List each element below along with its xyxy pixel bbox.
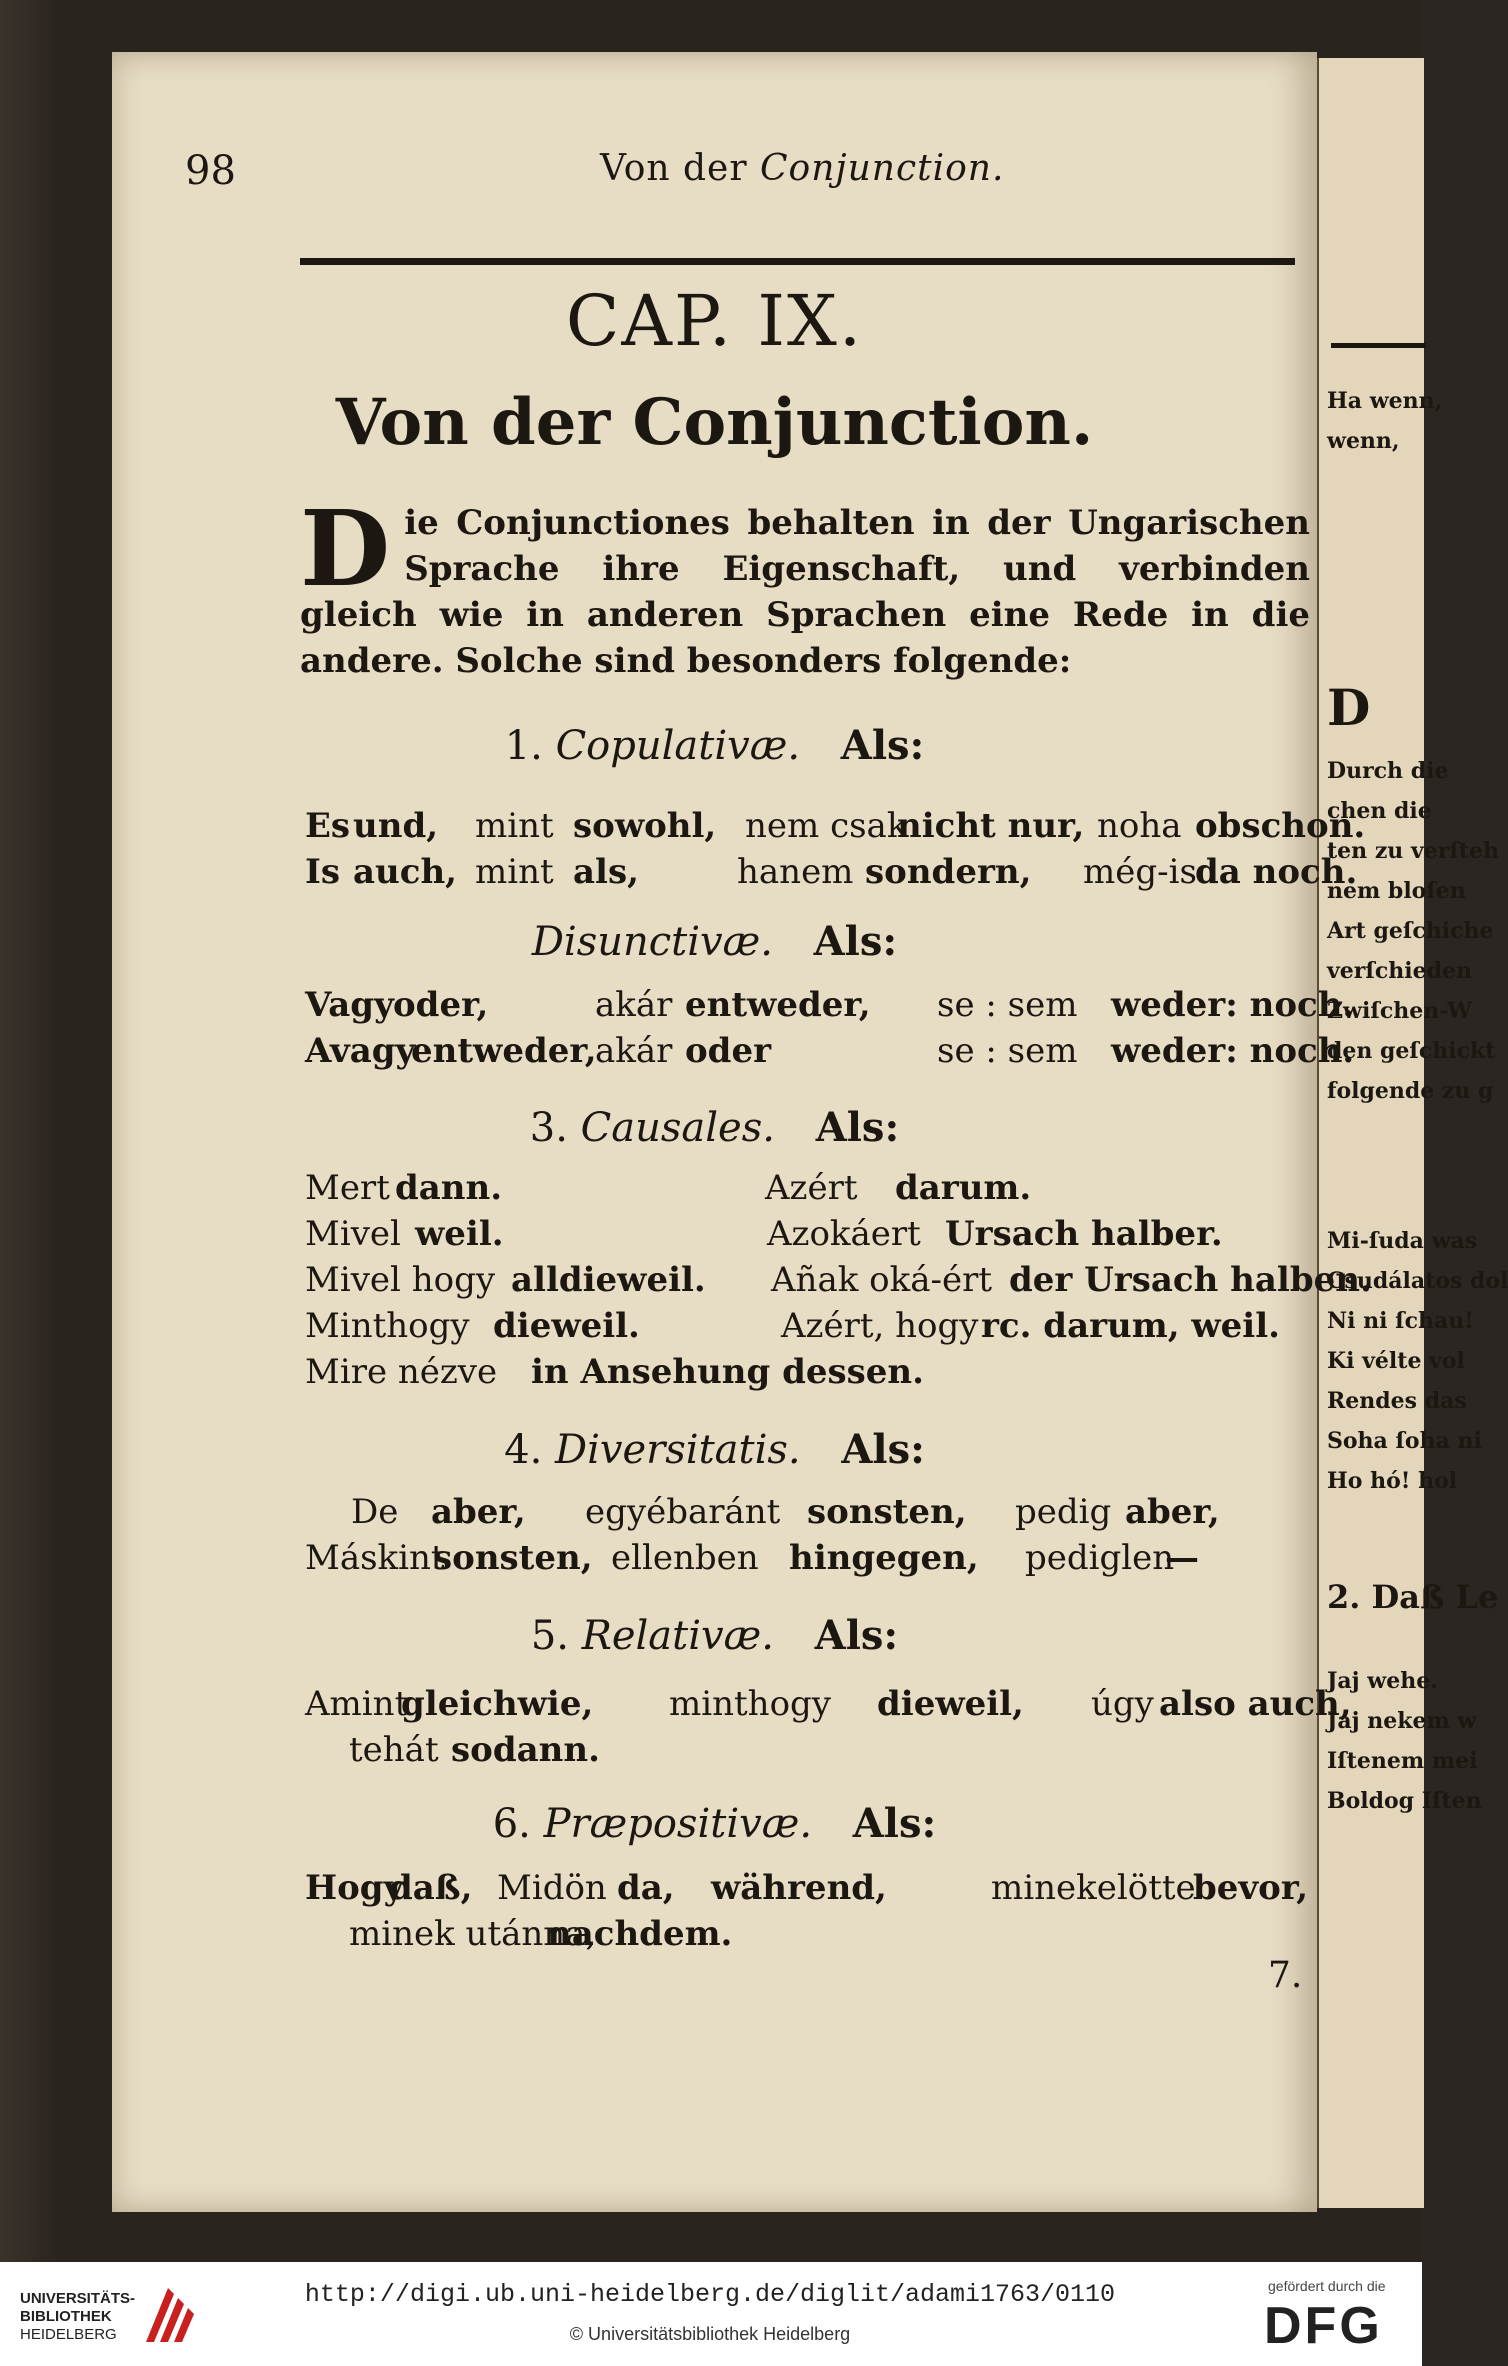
table-row bbox=[305, 1492, 1305, 1542]
cell: minthogy bbox=[669, 1684, 832, 1724]
table-row bbox=[305, 852, 1358, 902]
running-head bbox=[185, 130, 1195, 200]
cell: sowohl, bbox=[573, 806, 717, 846]
footer-bar bbox=[0, 2262, 1422, 2366]
cell: also auch, bbox=[1159, 1684, 1352, 1724]
page-number: 98 bbox=[185, 148, 236, 194]
right-page-line: Csudálatos dol bbox=[1327, 1268, 1508, 1294]
cell: nachdem. bbox=[547, 1914, 733, 1954]
cell: mint bbox=[475, 806, 554, 846]
section-als: Als: bbox=[814, 1612, 899, 1659]
catchword: 7. bbox=[1268, 1955, 1303, 1996]
right-page-line: 2. Daß Le bbox=[1327, 1578, 1499, 1616]
section-number: 5. bbox=[530, 1613, 569, 1659]
cell: obschon. bbox=[1195, 806, 1366, 846]
right-page-line: Mi-ſuda was bbox=[1327, 1228, 1478, 1254]
right-page-line: Jaj wehe. bbox=[1327, 1668, 1438, 1694]
cell: Vagy bbox=[305, 985, 394, 1025]
funding-note: gefördert durch die bbox=[1268, 2278, 1386, 2294]
cell: nem csak bbox=[745, 806, 908, 846]
cell: Mivel hogy bbox=[305, 1260, 496, 1300]
cell: — bbox=[1165, 1538, 1199, 1578]
cell: akár bbox=[595, 1031, 673, 1071]
cell: tehát bbox=[349, 1730, 439, 1770]
cell: Ursach halber. bbox=[945, 1214, 1223, 1254]
cell: Midön bbox=[497, 1868, 607, 1908]
cell: weder: noch. bbox=[1111, 1031, 1355, 1071]
section-name: Causales. bbox=[580, 1105, 775, 1151]
table-row bbox=[305, 1168, 1305, 1218]
cell: aber, bbox=[1125, 1492, 1220, 1532]
cell: dieweil, bbox=[877, 1684, 1024, 1724]
section-number: 6. bbox=[492, 1801, 531, 1847]
dfg-logo: DFG bbox=[1264, 2297, 1383, 2355]
section-number: 1. bbox=[504, 723, 543, 769]
cell: se : sem bbox=[937, 985, 1078, 1025]
section-name: Præpositivæ. bbox=[543, 1801, 813, 1847]
right-page-line: Soha ſoha ni bbox=[1327, 1428, 1482, 1454]
section-als: Als: bbox=[840, 722, 925, 769]
right-page-line: wenn, bbox=[1327, 428, 1400, 454]
section-name: Diversitatis. bbox=[555, 1427, 801, 1473]
right-page-line: verſchieden bbox=[1327, 958, 1472, 984]
library-name bbox=[20, 2290, 135, 2344]
right-page-line: nem bloſen bbox=[1327, 878, 1466, 904]
cell: rc. darum, weil. bbox=[981, 1306, 1280, 1346]
table-row bbox=[305, 1868, 1309, 1918]
section-als: Als: bbox=[815, 1104, 900, 1151]
section-name: Relativæ. bbox=[581, 1613, 774, 1659]
cell: egyébaránt bbox=[585, 1492, 781, 1532]
running-title-prefix: Von der bbox=[600, 148, 748, 189]
table-row bbox=[305, 806, 1366, 856]
cell: Is bbox=[305, 852, 341, 892]
section-number: 3. bbox=[529, 1105, 568, 1151]
cell: Mivel bbox=[305, 1214, 401, 1254]
cell: oder bbox=[685, 1031, 771, 1071]
section-als: Als: bbox=[852, 1800, 937, 1847]
table-row bbox=[305, 1730, 1305, 1780]
library-line: HEIDELBERG bbox=[20, 2326, 117, 2343]
cell: hingegen, bbox=[789, 1538, 979, 1578]
cell: nicht nur, bbox=[897, 806, 1085, 846]
cell: sodann. bbox=[451, 1730, 600, 1770]
cell: Azért bbox=[765, 1168, 858, 1208]
table-row bbox=[305, 1352, 1305, 1402]
cell: ellenben bbox=[611, 1538, 759, 1578]
cell: De bbox=[351, 1492, 399, 1532]
cell: Azért, hogy bbox=[781, 1306, 979, 1346]
cell: weil. bbox=[415, 1214, 504, 1254]
table-row bbox=[305, 1684, 1352, 1734]
right-page-line: Durch die bbox=[1327, 758, 1449, 784]
section-number: 4. bbox=[504, 1427, 543, 1473]
cell: Mire nézve bbox=[305, 1352, 498, 1392]
cell: oder, bbox=[393, 985, 489, 1025]
copyright: © Universitätsbibliothek Heidelberg bbox=[569, 2324, 851, 2344]
cell: akár bbox=[595, 985, 673, 1025]
running-title-italic: Conjunction. bbox=[760, 148, 1005, 189]
cell: da, bbox=[617, 1868, 675, 1908]
right-page-line: Ha wenn, bbox=[1327, 388, 1443, 414]
right-page-rule bbox=[1331, 343, 1426, 348]
cell: még-is bbox=[1083, 852, 1197, 892]
section-title-copulativae bbox=[112, 722, 1317, 769]
chapter-number: CAP. IX. bbox=[565, 280, 864, 362]
cell: Mert bbox=[305, 1168, 390, 1208]
section-als: Als: bbox=[813, 918, 898, 965]
table-row bbox=[305, 1031, 1355, 1081]
library-line: UNIVERSITÄTS- bbox=[20, 2290, 136, 2307]
source-url[interactable]: http://digi.ub.uni-heidelberg.de/diglit/adami1763/0110 bbox=[304, 2280, 1116, 2309]
cell: dieweil. bbox=[493, 1306, 640, 1346]
cell: se : sem bbox=[937, 1031, 1078, 1071]
section-als: Als: bbox=[841, 1426, 925, 1473]
cell: pediglen bbox=[1025, 1538, 1175, 1578]
cell: entweder, bbox=[685, 985, 871, 1025]
dropcap: D bbox=[300, 487, 391, 610]
cell: Azokáert bbox=[767, 1214, 921, 1254]
section-title-praepositivae bbox=[112, 1800, 1317, 1847]
cell: sonsten, bbox=[433, 1538, 593, 1578]
right-page-line: Ho hó! hol bbox=[1327, 1468, 1458, 1494]
section-title-diversitatis bbox=[112, 1426, 1317, 1473]
cell: dann. bbox=[395, 1168, 503, 1208]
intro-paragraph bbox=[300, 487, 1310, 684]
section-title-causales bbox=[112, 1104, 1317, 1151]
right-page-line: Boldog Iſten bbox=[1327, 1788, 1482, 1814]
intro-text: ie Conjunctiones behalten in der Ungarischen Sprache ihre Eigenschaft, und verbinden gleich wie in anderen Sprachen eine Rede in die andere. Solche sind besonders folgende: bbox=[300, 503, 1310, 681]
cell: in Ansehung dessen. bbox=[531, 1352, 924, 1392]
cell: hanem bbox=[737, 852, 854, 892]
right-page-line: Iſtenem mei bbox=[1327, 1748, 1478, 1774]
cell: auch, bbox=[353, 852, 458, 892]
cell: während, bbox=[711, 1868, 887, 1908]
cell: noha bbox=[1097, 806, 1182, 846]
table-row bbox=[305, 1914, 1305, 1964]
cell: mint bbox=[475, 852, 554, 892]
running-title bbox=[600, 148, 1004, 189]
right-page-edge bbox=[1317, 58, 1508, 2208]
cell: sonsten, bbox=[807, 1492, 967, 1532]
table-row bbox=[305, 1538, 1305, 1588]
section-name: Disunctivæ. bbox=[531, 919, 773, 965]
cell: Minthogy bbox=[305, 1306, 470, 1346]
cell: minek utánna, bbox=[349, 1914, 597, 1954]
cell: minekelötte bbox=[991, 1868, 1196, 1908]
cell: und, bbox=[353, 806, 439, 846]
cell: der Ursach halben. bbox=[1009, 1260, 1372, 1300]
cell: darum. bbox=[895, 1168, 1032, 1208]
cell: da noch. bbox=[1195, 852, 1358, 892]
right-page-line: Ni ni ſchau! bbox=[1327, 1308, 1474, 1334]
header-rule bbox=[300, 258, 1295, 265]
section-title-relativae bbox=[112, 1612, 1317, 1659]
table-row bbox=[305, 1214, 1305, 1264]
cell: Añak oká-ért bbox=[771, 1260, 992, 1300]
cell: gleichwie, bbox=[401, 1684, 594, 1724]
right-page-line: Rendes das bbox=[1327, 1388, 1467, 1414]
cell: Máskint bbox=[305, 1538, 445, 1578]
section-title-disunctivae bbox=[112, 918, 1317, 965]
cell: alldieweil. bbox=[511, 1260, 706, 1300]
cell: Avagy bbox=[305, 1031, 416, 1071]
right-page-line: Jaj nekem w bbox=[1327, 1708, 1477, 1734]
library-line: BIBLIOTHEK bbox=[20, 2308, 112, 2325]
right-page-line: Art geſchiche bbox=[1327, 918, 1494, 944]
cell: Amint bbox=[305, 1684, 409, 1724]
cell: pedig bbox=[1015, 1492, 1112, 1532]
cell: aber, bbox=[431, 1492, 526, 1532]
table-row bbox=[305, 985, 1355, 1035]
right-page-line: folgende zu g bbox=[1327, 1078, 1494, 1104]
cell: weder: noch. bbox=[1111, 985, 1355, 1025]
cell: daß, bbox=[389, 1868, 473, 1908]
cell: als, bbox=[573, 852, 639, 892]
cell: bevor, bbox=[1193, 1868, 1309, 1908]
right-page-line: Ki vélte vol bbox=[1327, 1348, 1465, 1374]
table-row bbox=[305, 1260, 1372, 1310]
chapter-title: Von der Conjunction. bbox=[335, 385, 1094, 460]
section-name: Copulativæ. bbox=[555, 723, 801, 769]
right-page-line: D bbox=[1327, 678, 1371, 737]
right-page-line: den geſchickt bbox=[1327, 1038, 1496, 1064]
cell: sondern, bbox=[865, 852, 1032, 892]
cell: úgy bbox=[1091, 1684, 1154, 1724]
table-row bbox=[305, 1306, 1305, 1356]
right-page-line: Zwiſchen-W bbox=[1327, 998, 1472, 1024]
right-page-line: chen die bbox=[1327, 798, 1432, 824]
right-page-line: ten zu verſteh bbox=[1327, 838, 1499, 864]
cell: entweder, bbox=[411, 1031, 597, 1071]
cell: Hogy bbox=[305, 1868, 404, 1908]
cell: Es bbox=[305, 806, 351, 846]
library-logo-icon bbox=[140, 2284, 196, 2346]
